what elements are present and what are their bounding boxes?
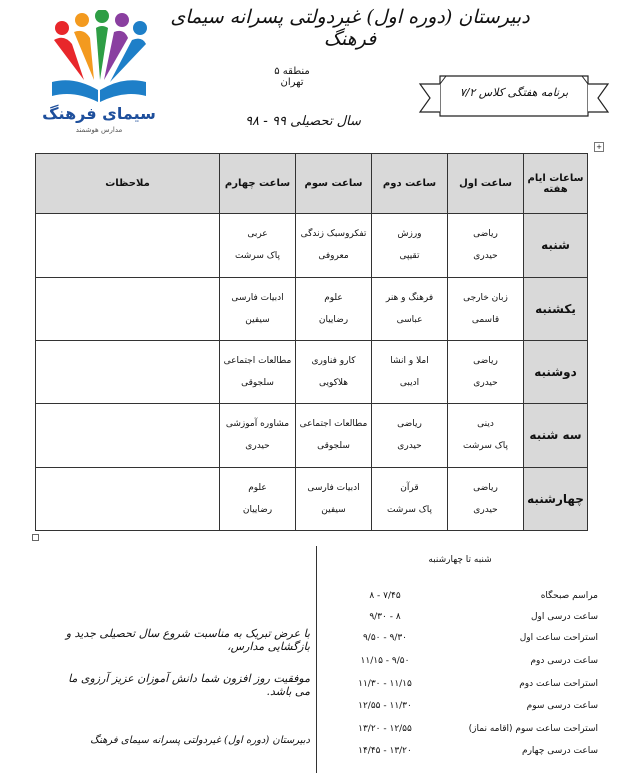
bell-label: ساعت درسی دوم [530, 656, 598, 666]
bell-time: ۸ - ۹/۳۰ [369, 612, 401, 622]
schedule-cell [296, 277, 372, 340]
bell-row [330, 591, 620, 609]
bell-label: ساعت درسی چهارم [522, 746, 598, 756]
bell-row [330, 724, 620, 742]
greeting-line-2: موفقیت روز افزون شما دانش آموزان عزیز آرزوی ما می باشد. [68, 672, 310, 698]
bell-row [330, 701, 620, 719]
table-header-row [36, 154, 588, 214]
bell-time: ۱۱/۳۰ - ۱۲/۵۵ [358, 701, 412, 711]
day-label: دوشنبه [524, 340, 588, 403]
subject: ریاضی [397, 419, 422, 430]
day-label: شنبه [524, 214, 588, 277]
teacher: حیدری [473, 378, 498, 389]
bell-label: مراسم صبحگاه [540, 591, 598, 601]
region-label: منطقه ۵ تهران [274, 66, 310, 88]
schedule-cell [296, 467, 372, 530]
school-title: دبیرستان (دوره اول) غیردولتی پسرانه سیمای فرهنگ [170, 6, 530, 50]
subject: املا و انشا [390, 356, 429, 367]
subject: ریاضی [473, 356, 498, 367]
teacher: پاک سرشت [234, 251, 281, 262]
notes-cell [36, 214, 220, 277]
header-notes: ملاحظات [36, 154, 220, 214]
teacher: تقیپی [399, 251, 420, 262]
bell-time: ۷/۴۵ - ۸ [369, 591, 401, 601]
teacher: سلجوقی [317, 441, 350, 452]
subject: ادبیات فارسی [307, 482, 360, 493]
subject: فرهنگ و هنر [385, 292, 434, 303]
subject: مطالعات اجتماعی [223, 356, 292, 367]
teacher: سیفین [245, 314, 270, 325]
weekly-schedule-table [35, 153, 588, 531]
teacher: ادیبی [399, 378, 420, 389]
bell-row [330, 746, 620, 764]
day-label: سه شنبه [524, 404, 588, 467]
notes-cell [36, 340, 220, 403]
teacher: قاسمی [471, 314, 500, 325]
schedule-cell [372, 467, 448, 530]
table-row [36, 277, 588, 340]
schedule-cell [220, 214, 296, 277]
resize-handle-icon[interactable] [32, 534, 39, 541]
teacher: حیدری [473, 504, 498, 515]
teacher: حیدری [245, 441, 270, 452]
schedule-cell [372, 277, 448, 340]
schedule-cell [296, 340, 372, 403]
teacher: پاک سرشت [462, 441, 509, 452]
subject: ریاضی [473, 482, 498, 493]
bell-label: ساعت درسی سوم [526, 701, 598, 711]
bell-label: ساعت درسی اول [531, 612, 598, 622]
subject: مطالعات اجتماعی [299, 419, 368, 430]
greeting-line-1: با عرض تبریک به مناسبت شروع سال تحصیلی جدید و بازگشایی مدارس، [65, 627, 310, 653]
teacher: پاک سرشت [386, 504, 433, 515]
table-row [36, 340, 588, 403]
teacher: رضاییان [242, 504, 273, 515]
bell-time: ۹/۵۰ - ۱۱/۱۵ [360, 656, 410, 666]
schedule-cell [448, 340, 524, 403]
schedule-cell [220, 340, 296, 403]
teacher: سیفین [321, 504, 346, 515]
header-period-1: ساعت اول [448, 154, 524, 214]
subject: مشاوره آموزشی [225, 419, 290, 430]
header-period-4: ساعت چهارم [220, 154, 296, 214]
schedule-cell [296, 404, 372, 467]
schedule-cell [372, 214, 448, 277]
bell-label: استراحت ساعت دوم [519, 679, 598, 689]
subject: قرآن [400, 482, 419, 493]
bell-time: ۱۳/۲۰ - ۱۴/۴۵ [358, 746, 412, 756]
logo-name: سیمای فرهنگ [42, 104, 156, 123]
bell-row [330, 633, 620, 651]
bell-row [330, 612, 620, 630]
header-days: ساعات ایام هفته [524, 154, 588, 214]
schedule-cell [372, 340, 448, 403]
class-schedule-title: برنامه هفتگی کلاس ۷/۲ [459, 86, 569, 99]
subject: ریاضی [473, 229, 498, 240]
bell-row [330, 656, 620, 674]
bell-time: ۱۲/۵۵ - ۱۳/۲۰ [358, 724, 412, 734]
notes-cell [36, 277, 220, 340]
schedule-cell [448, 404, 524, 467]
bell-time: ۹/۳۰ - ۹/۵۰ [362, 633, 408, 643]
schedule-cell [220, 467, 296, 530]
schedule-cell [220, 277, 296, 340]
table-row [36, 214, 588, 277]
schedule-cell [448, 277, 524, 340]
schedule-cell [372, 404, 448, 467]
subject: علوم [248, 482, 267, 493]
subject: عربی [247, 229, 268, 240]
logo-book-icon [52, 80, 146, 102]
logo-subtitle: مدارس هوشمند [75, 126, 123, 134]
teacher: معروفی [318, 251, 349, 262]
subject: ورزش [397, 229, 422, 240]
signature: دبیرستان (دوره اول) غیردولتی پسرانه سیمای فرهنگ [90, 735, 310, 746]
header-period-3: ساعت سوم [296, 154, 372, 214]
table-row [36, 404, 588, 467]
schedule-cell [448, 467, 524, 530]
teacher: رضاییان [318, 314, 349, 325]
day-label: چهارشنبه [524, 467, 588, 530]
subject: زبان خارجی [463, 292, 508, 303]
divider-line [316, 546, 317, 773]
logo-figures-icon [54, 10, 147, 82]
teacher: حیدری [473, 251, 498, 262]
academic-year: سال تحصیلی ۹۹ - ۹۸ [245, 114, 361, 129]
notes-cell [36, 404, 220, 467]
schedule-cell [448, 214, 524, 277]
header-period-2: ساعت دوم [372, 154, 448, 214]
schedule-cell [220, 404, 296, 467]
subject: کارو فناوری [311, 356, 356, 367]
bell-schedule-heading: شنبه تا چهارشنبه [428, 555, 492, 565]
teacher: سلجوقی [241, 378, 274, 389]
day-label: یکشنبه [524, 277, 588, 340]
subject: علوم [324, 292, 343, 303]
table-row [36, 467, 588, 530]
bell-row [330, 679, 620, 697]
subject: ادبیات فارسی [231, 292, 284, 303]
schedule-cell [296, 214, 372, 277]
bell-label: استراحت ساعت سوم (اقامه نماز) [468, 724, 598, 734]
move-handle-icon[interactable]: + [594, 142, 604, 152]
bell-label: استراحت ساعت اول [519, 633, 598, 643]
subject: تفکروسبک زندگی [300, 229, 367, 240]
notes-cell [36, 467, 220, 530]
teacher: حیدری [397, 441, 422, 452]
teacher: هلاکویی [318, 378, 349, 389]
bell-time: ۱۱/۱۵ - ۱۱/۳۰ [358, 679, 412, 689]
teacher: عباسی [396, 314, 423, 325]
subject: دینی [477, 419, 494, 430]
